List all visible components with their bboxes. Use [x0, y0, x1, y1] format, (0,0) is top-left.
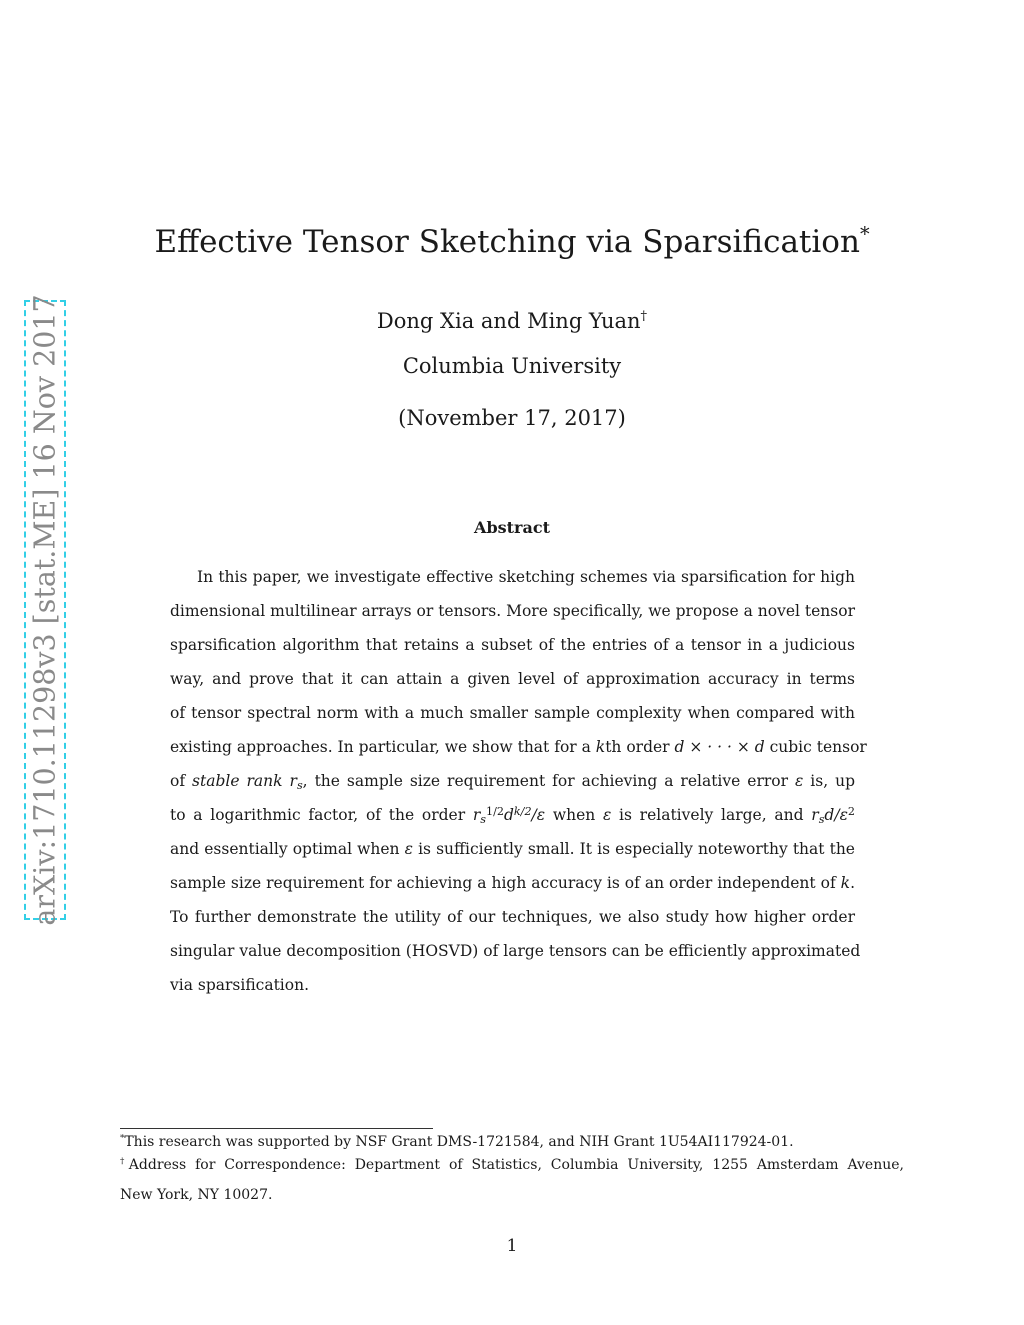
- abstract-line: existing approaches. In particular, we show that for a kth order d × · · · × d cubic tensor: [170, 738, 867, 756]
- footnote-mark: †: [120, 1156, 129, 1167]
- abstract-line: way, and prove that it can attain a given level of approximation accuracy in terms: [170, 670, 855, 688]
- abstract-line: In this paper, we investigate effective sketching schemes via sparsification for high: [197, 568, 855, 586]
- abstract-line: dimensional multilinear arrays or tensors. More specifically, we propose a novel tensor: [170, 602, 855, 620]
- abstract-line: sample size requirement for achieving a high accuracy is of an order independent of k.: [170, 874, 855, 892]
- emphasis-stable-rank: stable rank: [192, 772, 283, 790]
- paper-title: [0, 224, 1024, 260]
- abstract-line: of tensor spectral norm with a much smaller sample complexity when compared with: [170, 704, 855, 722]
- abstract-line: To further demonstrate the utility of our techniques, we also study how higher order: [170, 908, 855, 926]
- title-text: Effective Tensor Sketching via Sparsification: [154, 224, 860, 260]
- math-dimension: d × · · · × d: [674, 738, 765, 756]
- abstract-heading: Abstract: [474, 518, 550, 537]
- footnote-correspondence: †Address for Correspondence: Department of Statistics, Columbia University, 1255 Amsterdam Avenue,: [120, 1156, 904, 1173]
- abstract-line: via sparsification.: [170, 976, 310, 994]
- abstract-body: [170, 560, 867, 1002]
- abstract-line: and essentially optimal when ε is sufficiently small. It is especially noteworthy that the: [170, 840, 855, 858]
- abstract-line: to a logarithmic factor, of the order $r_s^{1/2}d^{k/2}/\varepsilon$ when ε is relatively large, and $r_sd/\varepsilon^2$: [170, 804, 855, 826]
- title-footnote-mark: *: [859, 222, 870, 246]
- paper-date: (November 17, 2017): [398, 406, 626, 430]
- abstract-line: singular value decomposition (HOSVD) of large tensors can be efficiently approximated: [170, 942, 861, 960]
- authors-text: Dong Xia and Ming Yuan: [376, 309, 641, 333]
- affiliation: Columbia University: [402, 354, 622, 378]
- author-list: [0, 309, 1024, 333]
- footnote-correspondence-cont: New York, NY 10027.: [120, 1187, 273, 1203]
- arxiv-sidebar-stamp[interactable]: [24, 294, 66, 926]
- arxiv-identifier: arXiv:1710.11298v3 [stat.ME] 16 Nov 2017: [28, 294, 62, 926]
- footnote-funding: *This research was supported by NSF Grant DMS-1721584, and NIH Grant 1U54AI117924-01.: [120, 1133, 794, 1150]
- abstract-line: of stable rank $r_s$, the sample size requirement for achieving a relative error ε is, up: [170, 772, 856, 792]
- page-number: 1: [506, 1236, 518, 1256]
- footnote-mark: *: [120, 1133, 125, 1144]
- footnote-rule: [120, 1128, 433, 1129]
- abstract-line: sparsification algorithm that retains a subset of the entries of a tensor in a judicious: [170, 636, 855, 654]
- authors-footnote-mark: †: [640, 309, 648, 324]
